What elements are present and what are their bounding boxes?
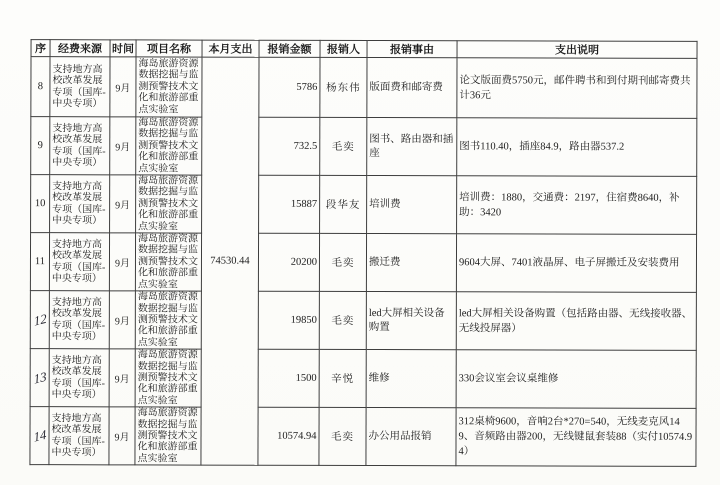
cell-project-name: 海岛旅游资源数据挖掘与监测预警技术文化和旅游部重点实验室 [135,349,201,407]
table-row [30,407,696,467]
col-header-monthly-expense: 本月支出 [202,40,259,57]
cell-funding-source: 支持地方高校改革发展专项（国库-中央专项） [49,233,109,291]
cell-funding-source: 支持地方高校改革发展专项（国库-中央专项） [49,291,109,349]
cell-reimburse-amount: 20200 [258,233,319,291]
cell-reimburse-person: 毛奕 [319,233,366,291]
cell-seq [30,291,49,349]
cell-reimburse-person: 毛奕 [319,408,366,466]
cell-project-name: 海岛旅游资源数据挖掘与监测预警技术文化和旅游部重点实验室 [135,407,201,465]
cell-time: 9月 [110,57,136,117]
table-row [30,233,696,293]
cell-expense-note: led大屏相关设备购置（包括路由器、无线接收器、无线投屏器） [456,292,696,351]
cell-expense-note: 培训费：1880，交通费：2197，住宿费8640，补助：3420 [457,176,697,235]
table-row [31,175,697,235]
col-header-funding-source: 经费来源 [50,40,110,57]
handwritten-seq: 14 [32,426,47,445]
cell-reimburse-person: 辛悦 [319,350,366,408]
cell-reimburse-reason: 版面费和邮寄费 [367,58,457,118]
col-header-time: 时间 [110,40,136,57]
cell-reimburse-person: 段华友 [320,175,367,233]
col-header-project-name: 项目名称 [136,40,202,57]
cell-project-name: 海岛旅游资源数据挖掘与监测预警技术文化和旅游部重点实验室 [136,175,202,233]
cell-project-name: 海岛旅游资源数据挖掘与监测预警技术文化和旅游部重点实验室 [136,117,202,175]
cell-project-name: 海岛旅游资源数据挖掘与监测预警技术文化和旅游部重点实验室 [135,291,201,349]
cell-reimburse-person: 杨东伟 [320,57,367,117]
cell-reimburse-amount: 732.5 [259,117,320,175]
cell-reimburse-amount: 5786 [259,57,320,117]
cell-time: 9月 [110,117,136,175]
col-header-reimburse-person: 报销人 [320,40,367,57]
cell-funding-source: 支持地方高校改革发展专项（国库-中央专项） [50,175,110,233]
cell-time: 9月 [109,233,135,291]
cell-reimburse-reason: 搬迁费 [366,234,456,292]
col-header-reimburse-reason: 报销事由 [367,41,457,58]
cell-expense-note: 论文版面费5750元，邮件聘书和到付期刊邮寄费共计36元 [457,58,697,119]
cell-monthly-expense-total: 74530.44 [201,57,259,465]
table-row [30,291,696,351]
table-row [31,57,697,119]
table-row [30,349,696,409]
handwritten-seq: 13 [32,368,47,387]
cell-seq: 8 [31,57,50,117]
table-row [31,117,697,177]
cell-funding-source: 支持地方高校改革发展专项（国库-中央专项） [50,117,110,175]
cell-project-name: 海岛旅游资源数据挖掘与监测预警技术文化和旅游部重点实验室 [135,233,201,291]
cell-expense-note: 图书110.40，插座84.9，路由器537.2 [457,118,697,177]
cell-time: 9月 [110,175,136,233]
cell-seq [30,349,49,407]
cell-reimburse-reason: 培训费 [367,176,457,234]
cell-seq: 11 [30,233,49,291]
table-header-row [31,40,697,59]
cell-seq: 9 [31,117,50,175]
cell-expense-note: 312桌椅9600，音响2台*270=540，无线麦克风149、音频路由器200，无线键鼠套装88（实付10574.94） [456,408,696,467]
cell-seq [30,407,49,465]
cell-funding-source: 支持地方高校改革发展专项（国库-中央专项） [50,57,110,117]
cell-funding-source: 支持地方高校改革发展专项（国库-中央专项） [49,407,109,465]
handwritten-seq: 12 [32,310,47,329]
col-header-seq: 序 [31,40,50,57]
cell-reimburse-amount: 10574.94 [258,407,319,465]
cell-time: 9月 [109,291,135,349]
cell-reimburse-reason: 维修 [366,350,456,408]
cell-project-name: 海岛旅游资源数据挖掘与监测预警技术文化和旅游部重点实验室 [136,57,202,117]
cell-reimburse-amount: 1500 [258,349,319,407]
expense-report-table [29,39,697,467]
cell-reimburse-amount: 19850 [258,291,319,349]
cell-reimburse-amount: 15887 [259,175,320,233]
cell-reimburse-person: 毛奕 [319,291,366,349]
cell-reimburse-reason: 图书、路由器和插座 [367,118,457,176]
cell-funding-source: 支持地方高校改革发展专项（国库-中央专项） [49,349,109,407]
cell-time: 9月 [109,407,135,465]
col-header-expense-note: 支出说明 [457,41,697,59]
cell-reimburse-reason: led大屏相关设备购置 [366,292,456,350]
cell-time: 9月 [109,349,135,407]
cell-seq: 10 [31,175,50,233]
cell-reimburse-person: 毛奕 [320,117,367,175]
cell-expense-note: 330会议室会议桌维修 [456,350,696,409]
cell-reimburse-reason: 办公用品报销 [366,408,456,466]
col-header-reimburse-amount: 报销金额 [259,40,320,57]
cell-expense-note: 9604大屏、7401液晶屏、电子屏搬迁及安装费用 [456,234,696,293]
